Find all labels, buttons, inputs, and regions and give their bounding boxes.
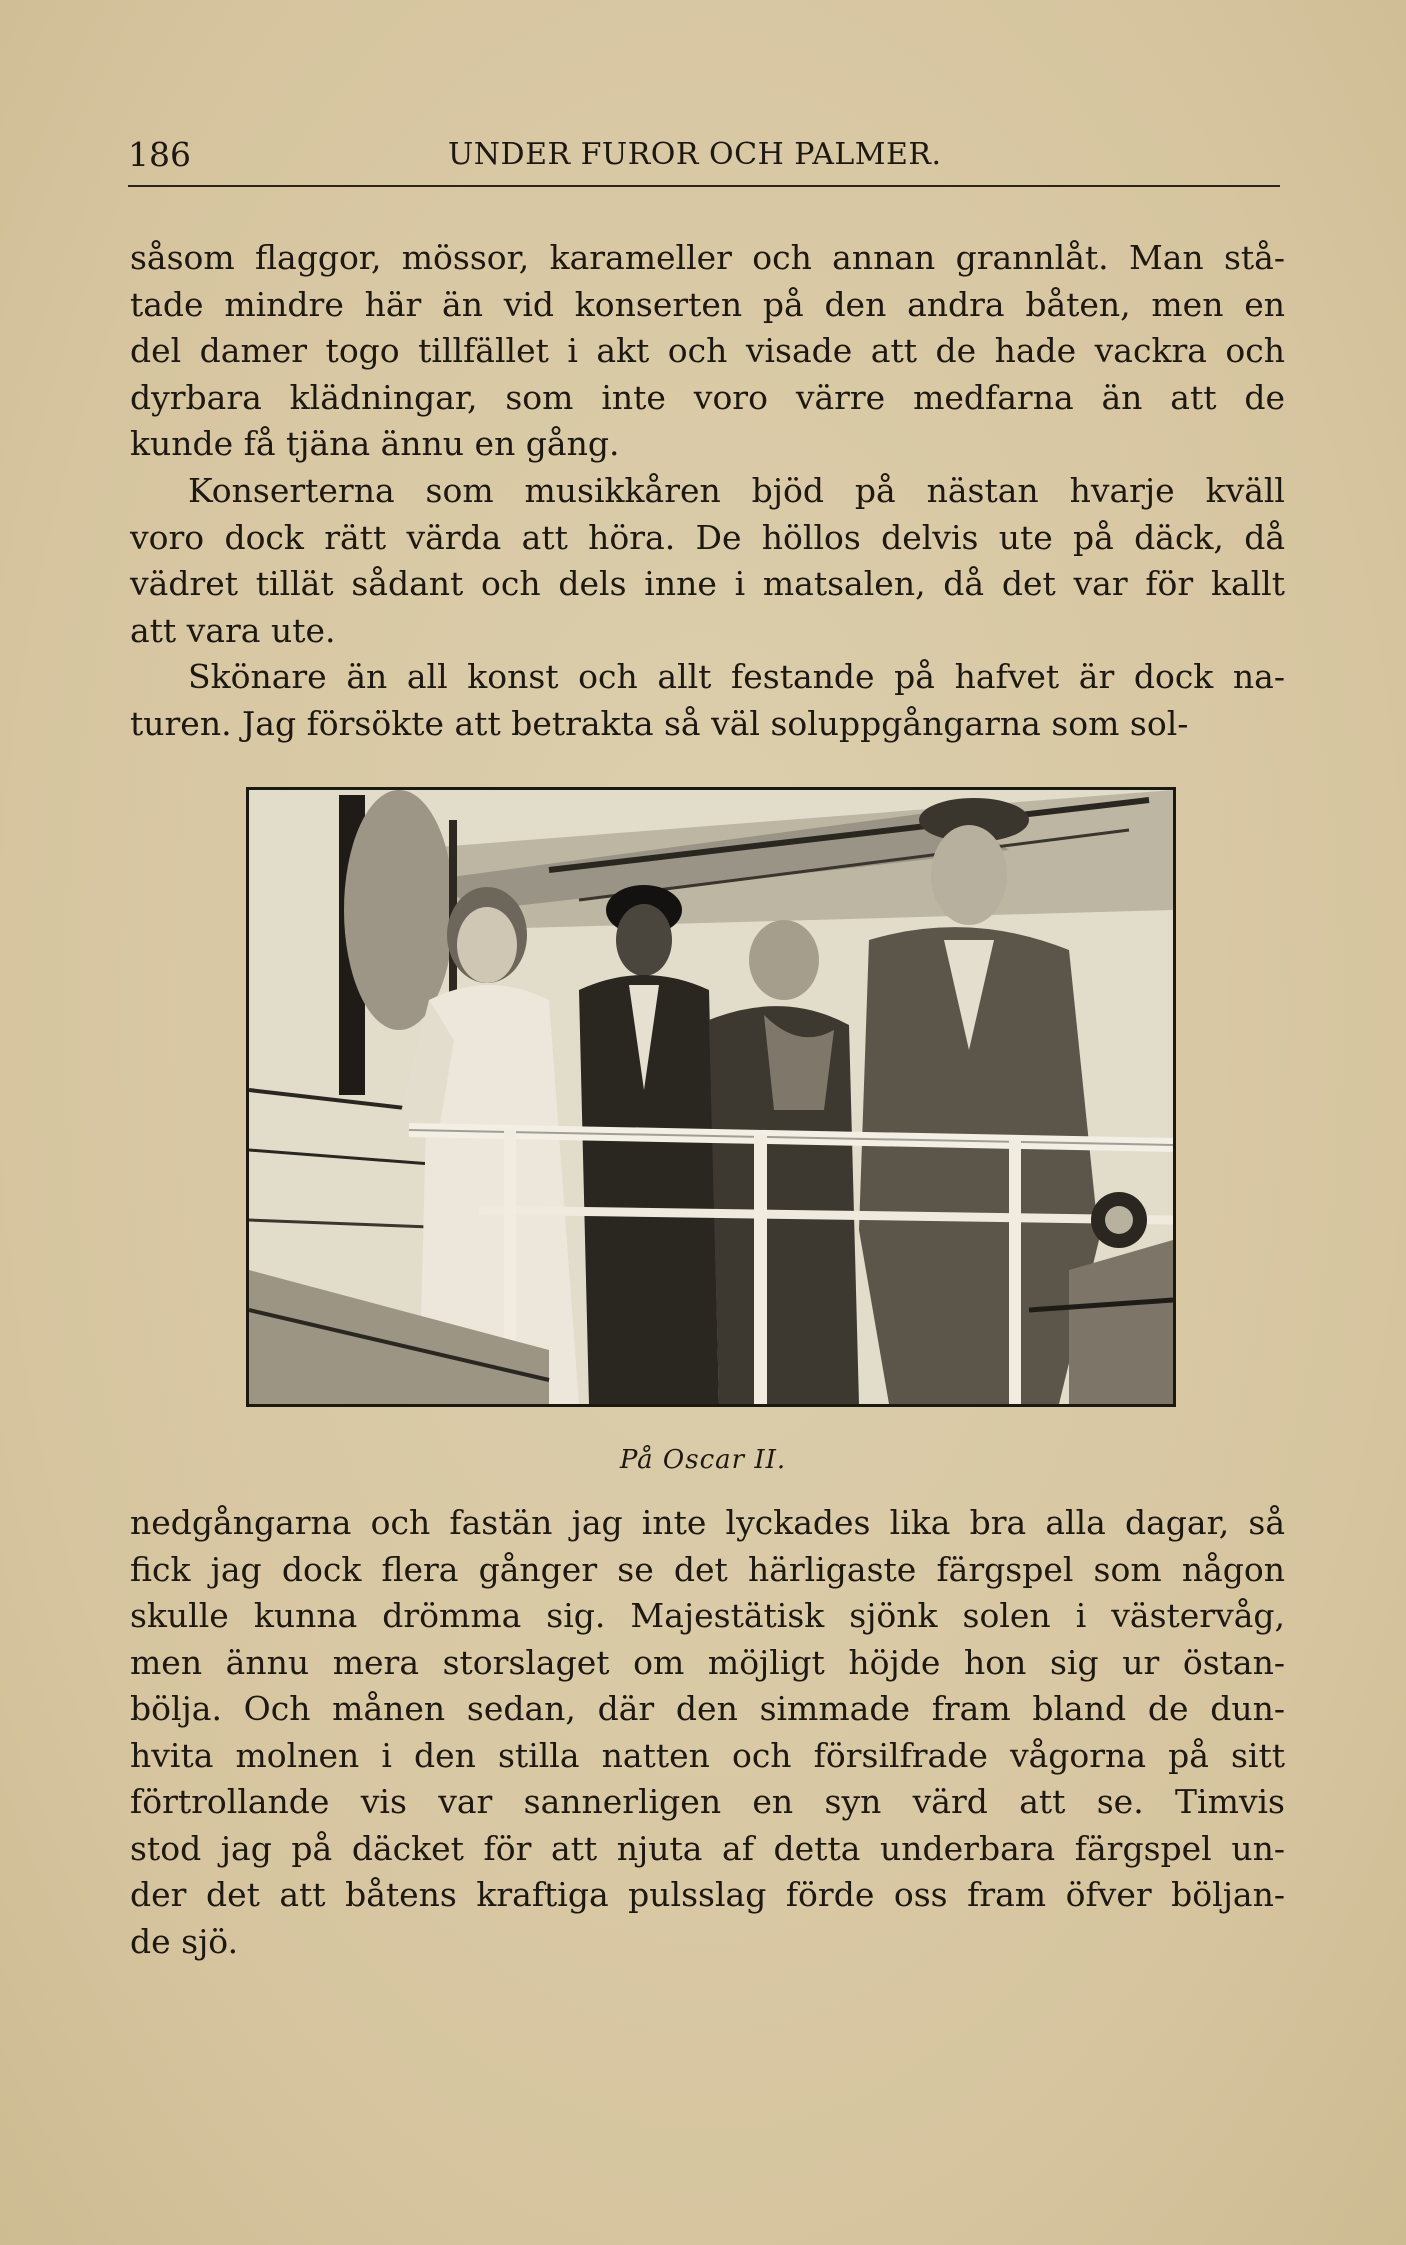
paragraph-3 (130, 654, 1285, 747)
text-line: de sjö. (130, 1921, 239, 1961)
text-line: förtrollande vis var sannerligen en syn värd att se. Timvis (130, 1782, 1285, 1821)
text-line: att vara ute. (130, 610, 336, 650)
photograph (246, 787, 1176, 1407)
text-line: stod jag på däcket för att njuta af detta underbara färgspel un- (130, 1828, 1285, 1868)
header-rule (128, 185, 1280, 187)
text-line: såsom flaggor, mössor, karameller och annan grannlåt. Man stå- (130, 238, 1285, 277)
text-line: tade mindre här än vid konserten på den andra båten, men en (130, 284, 1285, 324)
text-line: nedgångarna och fastän jag inte lyckades lika bra alla dagar, så (130, 1503, 1285, 1542)
text-line: hvita molnen i den stilla natten och försilfrade vågorna på sitt (130, 1735, 1285, 1775)
text-line: fick jag dock flera gånger se det härligaste färgspel som någon (130, 1549, 1285, 1589)
running-title: UNDER FUROR OCH PALMER. (448, 137, 942, 172)
text-line: der det att båtens kraftiga pulsslag förde oss fram öfver böljan- (130, 1875, 1285, 1914)
photo-illustration (249, 790, 1173, 1404)
text-line: Konserterna som musikkåren bjöd på nästan hvarje kväll (188, 471, 1285, 510)
text-line: voro dock rätt värda att höra. De höllos delvis ute på däck, då (130, 517, 1285, 557)
text-line: dyrbara klädningar, som inte voro värre medfarna än att de (130, 377, 1285, 417)
paragraph-4 (130, 1500, 1285, 1965)
text-line: vädret tillät sådant och dels inne i matsalen, då det var för kallt (130, 564, 1285, 603)
text-line: men ännu mera storslaget om möjligt höjde hon sig ur östan- (130, 1642, 1285, 1682)
text-line: Skönare än all konst och allt festande på hafvet är dock na- (188, 657, 1285, 696)
figure-caption: På Oscar II. (619, 1445, 787, 1475)
page-number: 186 (128, 135, 191, 174)
text-line: bölja. Och månen sedan, där den simmade fram bland de dun- (130, 1689, 1285, 1728)
text-line: del damer togo tillfället i akt och visade att de hade vackra och (130, 331, 1285, 370)
text-line: skulle kunna drömma sig. Majestätisk sjönk solen i västervåg, (130, 1596, 1285, 1635)
paragraph-2 (130, 468, 1285, 654)
paragraph-1 (130, 235, 1285, 468)
text-line: turen. Jag försökte att betrakta så väl soluppgångarna som sol- (130, 703, 1189, 743)
text-line: kunde få tjäna ännu en gång. (130, 424, 620, 463)
page-header (128, 135, 1278, 185)
